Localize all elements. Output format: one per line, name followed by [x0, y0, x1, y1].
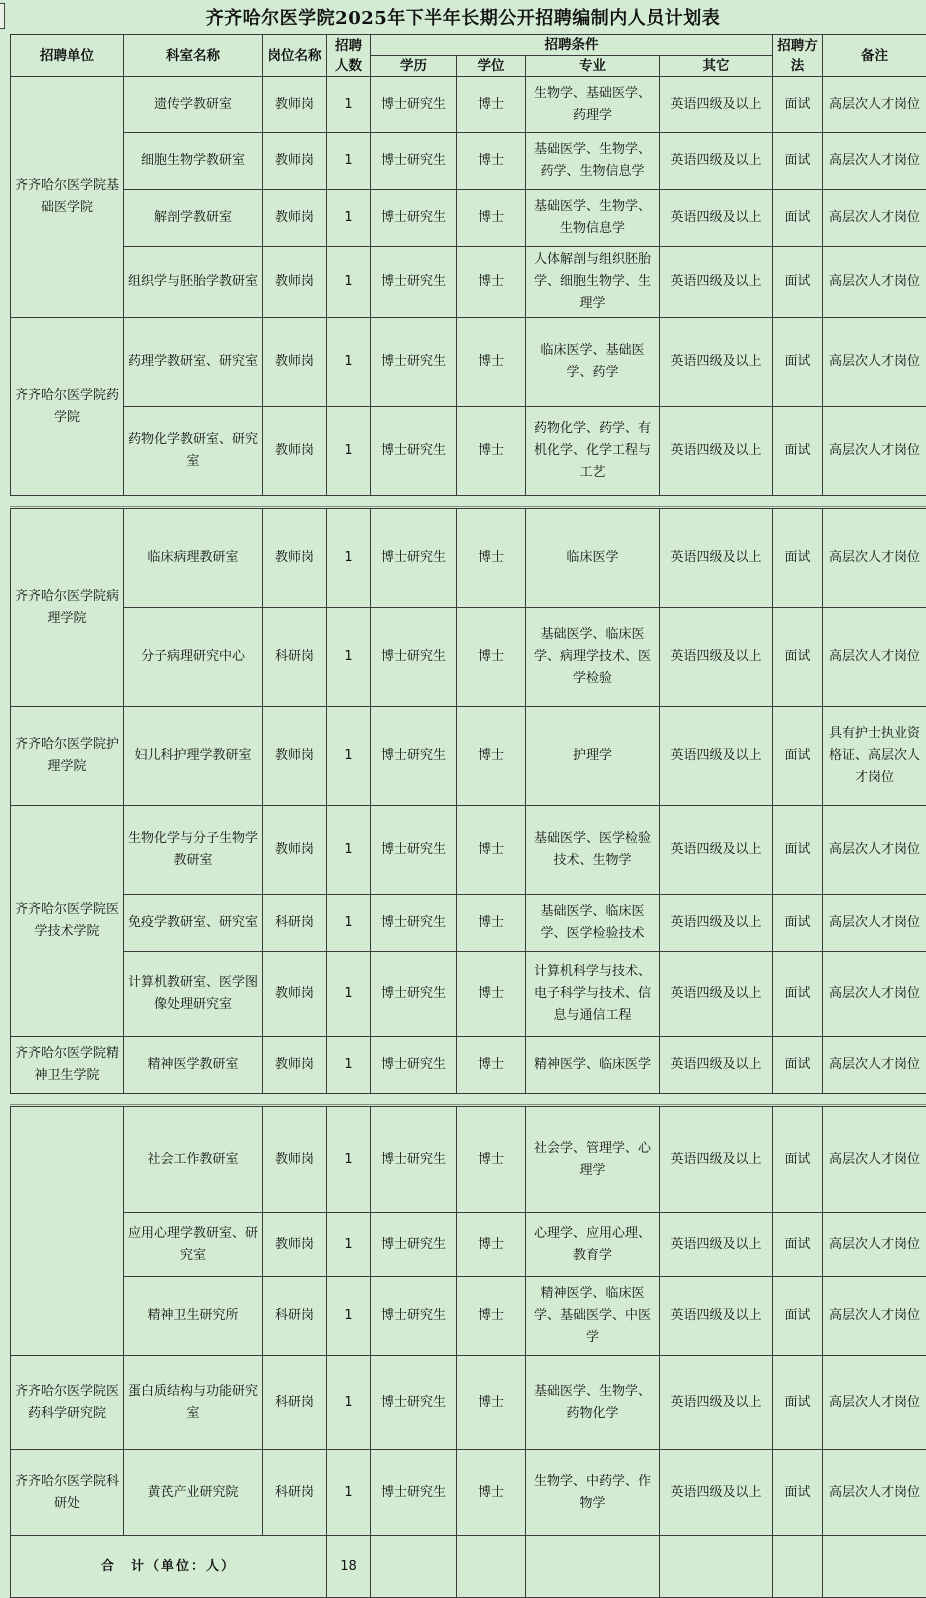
post-cell: 科研岗: [263, 1356, 327, 1450]
unit-cell: 齐齐哈尔医学院医学技术学院: [11, 806, 124, 1037]
other-cell: 英语四级及以上: [660, 707, 773, 806]
degree-cell: 博士: [457, 952, 526, 1037]
header-dept: 科室名称: [124, 35, 263, 77]
edu-cell: 博士研究生: [371, 952, 457, 1037]
post-cell: 教师岗: [263, 1213, 327, 1277]
other-cell: 英语四级及以上: [660, 190, 773, 247]
note-cell: 高层次人才岗位: [823, 1107, 926, 1213]
header-conditions: 招聘条件: [371, 35, 773, 56]
table-row: [11, 1107, 926, 1213]
count-cell: 1: [327, 509, 371, 608]
table-row: [11, 806, 926, 895]
note-cell: 高层次人才岗位: [823, 608, 926, 707]
table-row: [11, 1037, 926, 1094]
edu-cell: 博士研究生: [371, 247, 457, 318]
count-cell: 1: [327, 1213, 371, 1277]
degree-cell: 博士: [457, 190, 526, 247]
count-cell: 1: [327, 190, 371, 247]
note-cell: 高层次人才岗位: [823, 1450, 926, 1536]
method-cell: 面试: [773, 1213, 823, 1277]
empty-cell: [526, 1536, 660, 1598]
other-cell: 英语四级及以上: [660, 1356, 773, 1450]
method-cell: 面试: [773, 133, 823, 190]
post-cell: 科研岗: [263, 1450, 327, 1536]
post-cell: 教师岗: [263, 77, 327, 133]
total-row: [11, 1536, 926, 1598]
note-cell: 高层次人才岗位: [823, 77, 926, 133]
count-cell: 1: [327, 1277, 371, 1356]
method-cell: 面试: [773, 247, 823, 318]
edu-cell: 博士研究生: [371, 1107, 457, 1213]
other-cell: 英语四级及以上: [660, 806, 773, 895]
count-cell: 1: [327, 247, 371, 318]
table-row: [11, 952, 926, 1037]
table-row: [11, 1277, 926, 1356]
post-cell: 教师岗: [263, 190, 327, 247]
dept-cell: 解剖学教研室: [124, 190, 263, 247]
note-cell: 高层次人才岗位: [823, 509, 926, 608]
count-cell: 1: [327, 806, 371, 895]
major-cell: 计算机科学与技术、电子科学与技术、信息与通信工程: [526, 952, 660, 1037]
degree-cell: 博士: [457, 1277, 526, 1356]
major-cell: 生物学、中药学、作物学: [526, 1450, 660, 1536]
empty-cell: [773, 1536, 823, 1598]
degree-cell: 博士: [457, 1107, 526, 1213]
dept-cell: 临床病理教研室: [124, 509, 263, 608]
dept-cell: 蛋白质结构与功能研究室: [124, 1356, 263, 1450]
unit-cell: 齐齐哈尔医学院医药科学研究院: [11, 1356, 124, 1450]
major-cell: 人体解剖与组织胚胎学、细胞生物学、生理学: [526, 247, 660, 318]
other-cell: 英语四级及以上: [660, 1037, 773, 1094]
dept-cell: 应用心理学教研室、研究室: [124, 1213, 263, 1277]
major-cell: 基础医学、生物学、药学、生物信息学: [526, 133, 660, 190]
table-row: [11, 247, 926, 318]
edu-cell: 博士研究生: [371, 608, 457, 707]
dept-cell: 妇儿科护理学教研室: [124, 707, 263, 806]
unit-cell: 齐齐哈尔医学院科研处: [11, 1450, 124, 1536]
post-cell: 教师岗: [263, 1107, 327, 1213]
major-cell: 基础医学、生物学、药物化学: [526, 1356, 660, 1450]
header-note: 备注: [823, 35, 926, 77]
table-row: [11, 895, 926, 952]
other-cell: 英语四级及以上: [660, 247, 773, 318]
major-cell: 护理学: [526, 707, 660, 806]
other-cell: 英语四级及以上: [660, 407, 773, 496]
note-cell: 高层次人才岗位: [823, 1356, 926, 1450]
method-cell: 面试: [773, 707, 823, 806]
degree-cell: 博士: [457, 707, 526, 806]
major-cell: 精神医学、临床医学: [526, 1037, 660, 1094]
page-break-line: [10, 506, 926, 507]
dept-cell: 组织学与胚胎学教研室: [124, 247, 263, 318]
major-cell: 精神医学、临床医学、基础医学、中医学: [526, 1277, 660, 1356]
header-method: 招聘方法: [773, 35, 823, 77]
count-cell: 1: [327, 1450, 371, 1536]
other-cell: 英语四级及以上: [660, 318, 773, 407]
table-row: [11, 77, 926, 133]
empty-cell: [371, 1536, 457, 1598]
dept-cell: 药理学教研室、研究室: [124, 318, 263, 407]
recruitment-table-part-2: [10, 508, 926, 1094]
unit-cell: 齐齐哈尔医学院病理学院: [11, 509, 124, 707]
other-cell: 英语四级及以上: [660, 952, 773, 1037]
unit-cell: 齐齐哈尔医学院护理学院: [11, 707, 124, 806]
count-cell: 1: [327, 77, 371, 133]
edu-cell: 博士研究生: [371, 707, 457, 806]
table-row: [11, 509, 926, 608]
other-cell: 英语四级及以上: [660, 1277, 773, 1356]
other-cell: 英语四级及以上: [660, 1107, 773, 1213]
note-cell: 高层次人才岗位: [823, 247, 926, 318]
note-cell: 高层次人才岗位: [823, 190, 926, 247]
note-cell: 高层次人才岗位: [823, 952, 926, 1037]
degree-cell: 博士: [457, 1037, 526, 1094]
method-cell: 面试: [773, 509, 823, 608]
header-edu: 学历: [371, 56, 457, 77]
note-cell: 高层次人才岗位: [823, 407, 926, 496]
empty-cell: [823, 1536, 926, 1598]
major-cell: 基础医学、生物学、生物信息学: [526, 190, 660, 247]
edu-cell: 博士研究生: [371, 407, 457, 496]
degree-cell: 博士: [457, 1213, 526, 1277]
post-cell: 教师岗: [263, 247, 327, 318]
dept-cell: 社会工作教研室: [124, 1107, 263, 1213]
unit-cell: 齐齐哈尔医学院药学院: [11, 318, 124, 496]
post-cell: 教师岗: [263, 707, 327, 806]
other-cell: 英语四级及以上: [660, 608, 773, 707]
header-other: 其它: [660, 56, 773, 77]
edu-cell: 博士研究生: [371, 77, 457, 133]
note-cell: 高层次人才岗位: [823, 1213, 926, 1277]
header-count: 招聘人数: [327, 35, 371, 77]
method-cell: 面试: [773, 407, 823, 496]
post-cell: 教师岗: [263, 407, 327, 496]
major-cell: 社会学、管理学、心理学: [526, 1107, 660, 1213]
method-cell: 面试: [773, 608, 823, 707]
dept-cell: 免疫学教研室、研究室: [124, 895, 263, 952]
other-cell: 英语四级及以上: [660, 77, 773, 133]
method-cell: 面试: [773, 77, 823, 133]
recruitment-table-part-1: [10, 34, 926, 496]
degree-cell: 博士: [457, 77, 526, 133]
table-row: [11, 1213, 926, 1277]
edu-cell: 博士研究生: [371, 318, 457, 407]
unit-cell: 齐齐哈尔医学院基础医学院: [11, 77, 124, 318]
post-cell: 教师岗: [263, 1037, 327, 1094]
major-cell: 药物化学、药学、有机化学、化学工程与工艺: [526, 407, 660, 496]
unit-cell: [11, 1107, 124, 1356]
total-label: 合 计（单位：人）: [11, 1536, 327, 1598]
major-cell: 生物学、基础医学、药理学: [526, 77, 660, 133]
note-cell: 具有护士执业资格证、高层次人才岗位: [823, 707, 926, 806]
major-cell: 基础医学、医学检验技术、生物学: [526, 806, 660, 895]
method-cell: 面试: [773, 1450, 823, 1536]
table-row: [11, 1450, 926, 1536]
edu-cell: 博士研究生: [371, 1277, 457, 1356]
post-cell: 教师岗: [263, 952, 327, 1037]
edu-cell: 博士研究生: [371, 1213, 457, 1277]
method-cell: 面试: [773, 318, 823, 407]
dept-cell: 遗传学教研室: [124, 77, 263, 133]
method-cell: 面试: [773, 190, 823, 247]
degree-cell: 博士: [457, 407, 526, 496]
unit-cell: 齐齐哈尔医学院精神卫生学院: [11, 1037, 124, 1094]
major-cell: 临床医学、基础医学、药学: [526, 318, 660, 407]
note-cell: 高层次人才岗位: [823, 1277, 926, 1356]
count-cell: 1: [327, 1107, 371, 1213]
note-cell: 高层次人才岗位: [823, 1037, 926, 1094]
degree-cell: 博士: [457, 247, 526, 318]
post-cell: 教师岗: [263, 806, 327, 895]
major-cell: 基础医学、临床医学、病理学技术、医学检验: [526, 608, 660, 707]
count-cell: 1: [327, 707, 371, 806]
dept-cell: 细胞生物学教研室: [124, 133, 263, 190]
degree-cell: 博士: [457, 1356, 526, 1450]
table-row: [11, 133, 926, 190]
count-cell: 1: [327, 895, 371, 952]
method-cell: 面试: [773, 1037, 823, 1094]
dept-cell: 计算机教研室、医学图像处理研究室: [124, 952, 263, 1037]
major-cell: 心理学、应用心理、教育学: [526, 1213, 660, 1277]
table-row: [11, 1356, 926, 1450]
page-title: 齐齐哈尔医学院2025年下半年长期公开招聘编制内人员计划表: [0, 0, 926, 34]
empty-cell: [660, 1536, 773, 1598]
count-cell: 1: [327, 133, 371, 190]
count-cell: 1: [327, 1037, 371, 1094]
other-cell: 英语四级及以上: [660, 1450, 773, 1536]
dept-cell: 精神卫生研究所: [124, 1277, 263, 1356]
other-cell: 英语四级及以上: [660, 509, 773, 608]
degree-cell: 博士: [457, 509, 526, 608]
other-cell: 英语四级及以上: [660, 895, 773, 952]
method-cell: 面试: [773, 1107, 823, 1213]
header-post: 岗位名称: [263, 35, 327, 77]
count-cell: 1: [327, 952, 371, 1037]
method-cell: 面试: [773, 1356, 823, 1450]
degree-cell: 博士: [457, 1450, 526, 1536]
method-cell: 面试: [773, 806, 823, 895]
page-break-line: [10, 1104, 926, 1105]
degree-cell: 博士: [457, 318, 526, 407]
table-row: [11, 707, 926, 806]
post-cell: 科研岗: [263, 1277, 327, 1356]
degree-cell: 博士: [457, 895, 526, 952]
edu-cell: 博士研究生: [371, 509, 457, 608]
dept-cell: 药物化学教研室、研究室: [124, 407, 263, 496]
table-row: [11, 608, 926, 707]
edu-cell: 博士研究生: [371, 806, 457, 895]
other-cell: 英语四级及以上: [660, 1213, 773, 1277]
count-cell: 1: [327, 407, 371, 496]
dept-cell: 生物化学与分子生物学教研室: [124, 806, 263, 895]
header-unit: 招聘单位: [11, 35, 124, 77]
count-cell: 1: [327, 1356, 371, 1450]
edu-cell: 博士研究生: [371, 133, 457, 190]
recruitment-table-part-3: [10, 1106, 926, 1598]
edu-cell: 博士研究生: [371, 1450, 457, 1536]
dept-cell: 分子病理研究中心: [124, 608, 263, 707]
note-cell: 高层次人才岗位: [823, 133, 926, 190]
post-cell: 科研岗: [263, 895, 327, 952]
header-major: 专业: [526, 56, 660, 77]
edu-cell: 博士研究生: [371, 190, 457, 247]
degree-cell: 博士: [457, 608, 526, 707]
other-cell: 英语四级及以上: [660, 133, 773, 190]
dept-cell: 精神医学教研室: [124, 1037, 263, 1094]
header-degree: 学位: [457, 56, 526, 77]
edu-cell: 博士研究生: [371, 895, 457, 952]
table-row: [11, 190, 926, 247]
post-cell: 教师岗: [263, 509, 327, 608]
post-cell: 科研岗: [263, 608, 327, 707]
degree-cell: 博士: [457, 806, 526, 895]
count-cell: 1: [327, 608, 371, 707]
degree-cell: 博士: [457, 133, 526, 190]
total-count: 18: [327, 1536, 371, 1598]
major-cell: 临床医学: [526, 509, 660, 608]
method-cell: 面试: [773, 952, 823, 1037]
empty-cell: [457, 1536, 526, 1598]
table-row: [11, 407, 926, 496]
post-cell: 教师岗: [263, 133, 327, 190]
major-cell: 基础医学、临床医学、医学检验技术: [526, 895, 660, 952]
note-cell: 高层次人才岗位: [823, 895, 926, 952]
method-cell: 面试: [773, 895, 823, 952]
note-cell: 高层次人才岗位: [823, 318, 926, 407]
edu-cell: 博士研究生: [371, 1356, 457, 1450]
count-cell: 1: [327, 318, 371, 407]
post-cell: 教师岗: [263, 318, 327, 407]
edu-cell: 博士研究生: [371, 1037, 457, 1094]
method-cell: 面试: [773, 1277, 823, 1356]
table-row: [11, 318, 926, 407]
dept-cell: 黄芪产业研究院: [124, 1450, 263, 1536]
note-cell: 高层次人才岗位: [823, 806, 926, 895]
